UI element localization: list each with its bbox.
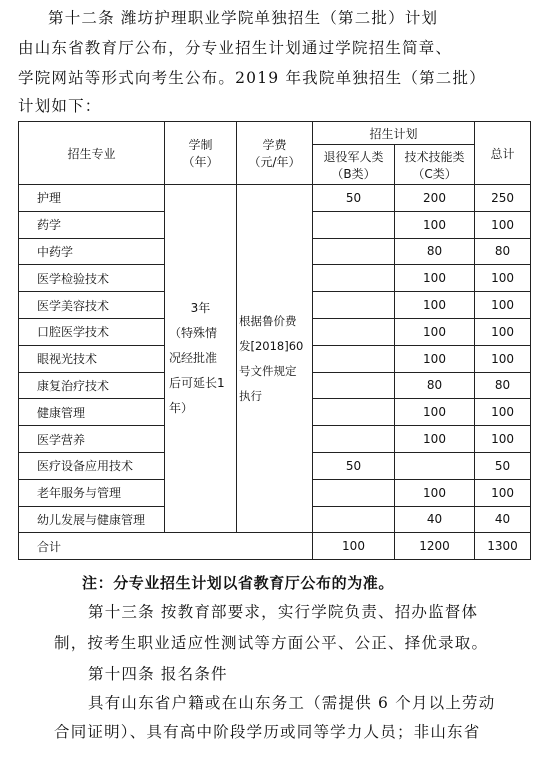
major-cell: 幼儿发展与健康管理 (19, 506, 165, 533)
sum-veteran-cell: 100 (313, 533, 395, 560)
skills-count-cell: 100 (395, 292, 475, 319)
enrollment-note: 注：分专业招生计划以省教育厅公布的为准。 (82, 574, 395, 592)
table-sum-row (19, 533, 531, 560)
header-veteran-line2: （B类） (331, 166, 376, 181)
total-count-cell: 100 (475, 265, 531, 292)
article13-line-1: 第十三条 按教育部要求，实行学院负责、招办监督体 (88, 603, 479, 621)
veteran-count-cell (313, 238, 395, 265)
veteran-count-cell: 50 (313, 452, 395, 479)
skills-count-cell: 40 (395, 506, 475, 533)
skills-count-cell: 200 (395, 185, 475, 212)
total-count-cell: 100 (475, 399, 531, 426)
article13-line-2: 制，按考生职业适应性测试等方面公平、公正、择优录取。 (54, 634, 489, 652)
article14-line-2: 合同证明）、具有高中阶段学历或同等学力人员；非山东省 (54, 723, 481, 741)
major-cell: 中药学 (19, 238, 165, 265)
skills-count-cell: 80 (395, 372, 475, 399)
major-cell: 医学美容技术 (19, 292, 165, 319)
skills-count-cell: 100 (395, 426, 475, 453)
header-fee (237, 122, 313, 185)
veteran-count-cell (313, 506, 395, 533)
duration-text-line: 3年 (190, 301, 211, 316)
header-duration-line1: 学制 (188, 138, 213, 152)
skills-count-cell: 100 (395, 479, 475, 506)
skills-count-cell (395, 452, 475, 479)
header-veteran (313, 145, 395, 185)
skills-count-cell: 80 (395, 238, 475, 265)
enrollment-plan-table (18, 121, 531, 560)
major-cell: 口腔医学技术 (19, 318, 165, 345)
fee-text-line: 号文件规定 (239, 363, 297, 378)
veteran-count-cell (313, 318, 395, 345)
major-cell: 眼视光技术 (19, 345, 165, 372)
header-fee-line2: （元/年） (248, 155, 301, 169)
veteran-count-cell (313, 426, 395, 453)
veteran-count-cell (313, 479, 395, 506)
total-count-cell: 100 (475, 292, 531, 319)
intro-line-1: 第十二条 潍坊护理职业学院单独招生（第二批）计划 (48, 9, 439, 27)
header-skills-line1: 技术技能类 (404, 149, 465, 164)
total-count-cell: 100 (475, 318, 531, 345)
duration-cell (165, 185, 237, 533)
veteran-count-cell (313, 345, 395, 372)
major-cell: 医学检验技术 (19, 265, 165, 292)
skills-count-cell: 100 (395, 211, 475, 238)
intro-line-2: 由山东省教育厅公布，分专业招生计划通过学院招生简章、 (18, 39, 453, 57)
skills-count-cell: 100 (395, 265, 475, 292)
total-count-cell: 50 (475, 452, 531, 479)
skills-count-cell: 100 (395, 318, 475, 345)
fee-text-line: 根据鲁价费 (239, 313, 297, 328)
article14-title: 第十四条 报名条件 (88, 665, 228, 683)
total-count-cell: 80 (475, 238, 531, 265)
veteran-count-cell (313, 265, 395, 292)
total-count-cell: 80 (475, 372, 531, 399)
veteran-count-cell (313, 399, 395, 426)
header-total: 总计 (475, 122, 531, 185)
intro-line-4: 计划如下： (18, 97, 102, 115)
total-count-cell: 250 (475, 185, 531, 212)
total-count-cell: 100 (475, 345, 531, 372)
skills-count-cell: 100 (395, 399, 475, 426)
total-count-cell: 100 (475, 479, 531, 506)
duration-text-line: 况经批准 (169, 351, 218, 366)
fee-cell (237, 185, 313, 533)
major-cell: 医学营养 (19, 426, 165, 453)
veteran-count-cell (313, 372, 395, 399)
major-cell: 药学 (19, 211, 165, 238)
duration-text-line: 年） (169, 401, 194, 416)
table-row (19, 185, 531, 212)
major-cell: 护理 (19, 185, 165, 212)
intro-line-3: 学院网站等形式向考生公布。2019 年我院单独招生（第二批） (18, 69, 486, 87)
duration-text-line: （特殊情 (169, 326, 218, 341)
total-count-cell: 100 (475, 211, 531, 238)
major-cell: 健康管理 (19, 399, 165, 426)
major-cell: 医疗设备应用技术 (19, 452, 165, 479)
total-count-cell: 100 (475, 426, 531, 453)
header-skills-line2: （C类） (412, 166, 457, 181)
veteran-count-cell (313, 292, 395, 319)
major-cell: 康复治疗技术 (19, 372, 165, 399)
sum-total-cell: 1300 (475, 533, 531, 560)
fee-text-line: 执行 (239, 388, 262, 403)
header-duration-line2: （年） (182, 155, 219, 169)
total-count-cell: 40 (475, 506, 531, 533)
veteran-count-cell: 50 (313, 185, 395, 212)
major-cell: 老年服务与管理 (19, 479, 165, 506)
header-fee-line1: 学费 (262, 138, 287, 152)
skills-count-cell: 100 (395, 345, 475, 372)
article14-line-1: 具有山东省户籍或在山东务工（需提供 6 个月以上劳动 (88, 694, 496, 712)
veteran-count-cell (313, 211, 395, 238)
sum-skills-cell: 1200 (395, 533, 475, 560)
fee-text-line: 发[2018]60 (239, 338, 304, 353)
header-plan: 招生计划 (313, 122, 475, 145)
sum-label-cell: 合计 (19, 533, 313, 560)
header-veteran-line1: 退役军人类 (323, 149, 384, 164)
header-skills (395, 145, 475, 185)
duration-text-line: 后可延长1 (169, 376, 225, 391)
header-major: 招生专业 (19, 122, 165, 185)
header-duration (165, 122, 237, 185)
